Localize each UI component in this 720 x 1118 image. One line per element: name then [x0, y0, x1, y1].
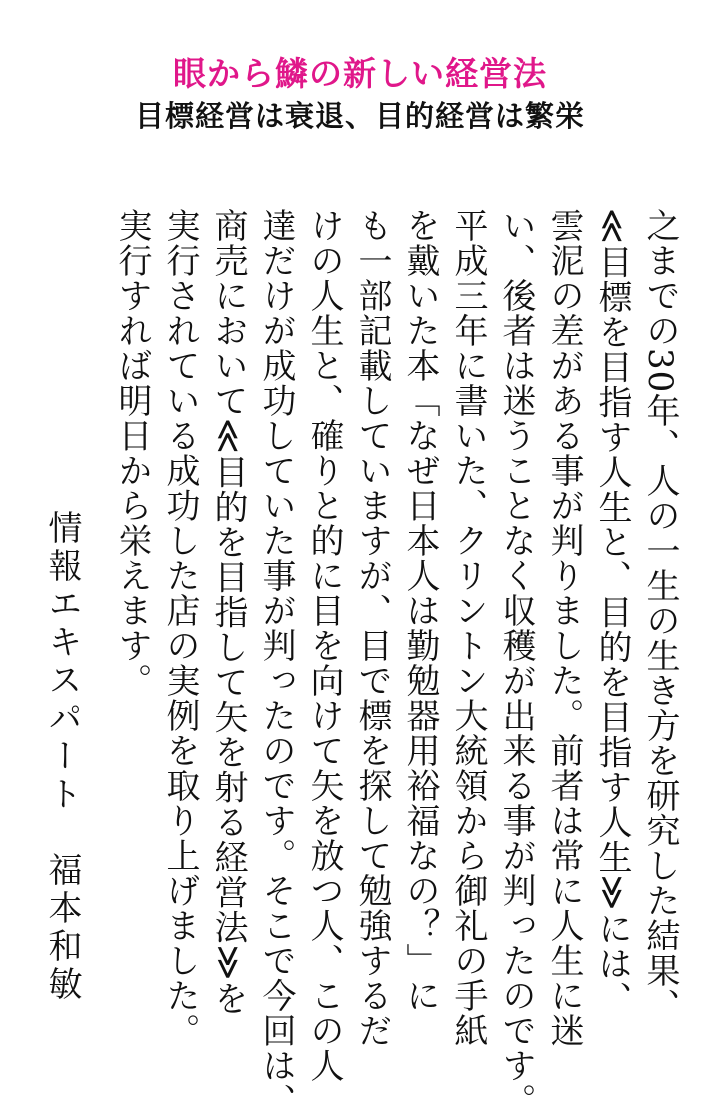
- text-line: ≪目標を目指す人生と、目的を目指す人生≫には、: [592, 208, 632, 1017]
- text-line: い、後者は迷うことなく収穫が出来る事が判ったのです。: [496, 208, 536, 1118]
- text-line: 達だけが成功していた事が判ったのです。そこで今回は、: [256, 208, 296, 1118]
- page-title: 眼から鱗の新しい経営法: [173, 54, 547, 93]
- text-line: を戴いた本「なぜ日本人は勤勉器用裕福なの？」に: [400, 208, 440, 1013]
- text-line: 之までの30年、人の一生の生き方を研究した結果、: [640, 208, 680, 1024]
- text-line: けの人生と、確りと的に目を向けて矢を放つ人、この人: [304, 208, 344, 1083]
- author-signature: 情報エキスパート 福本和敏: [42, 510, 82, 1004]
- text-line: 雲泥の差がある事が判りました。前者は常に人生に迷: [544, 208, 584, 1048]
- page-subtitle: 目標経営は衰退、目的経営は繁栄: [134, 99, 585, 133]
- text-line: 実行すれば明日から栄えます。: [112, 208, 152, 698]
- text-line: 商売において≪目的を目指して矢を射る経営法≫を: [208, 208, 248, 1017]
- text-line: も一部記載していますが、目で標を探して勉強するだ: [352, 208, 392, 1048]
- text-line: 実行されている成功した店の実例を取り上げました。: [160, 208, 200, 1048]
- body-text: [108, 208, 684, 1118]
- text-line: 平成三年に書いた、クリントン大統領から御礼の手紙: [448, 208, 488, 1048]
